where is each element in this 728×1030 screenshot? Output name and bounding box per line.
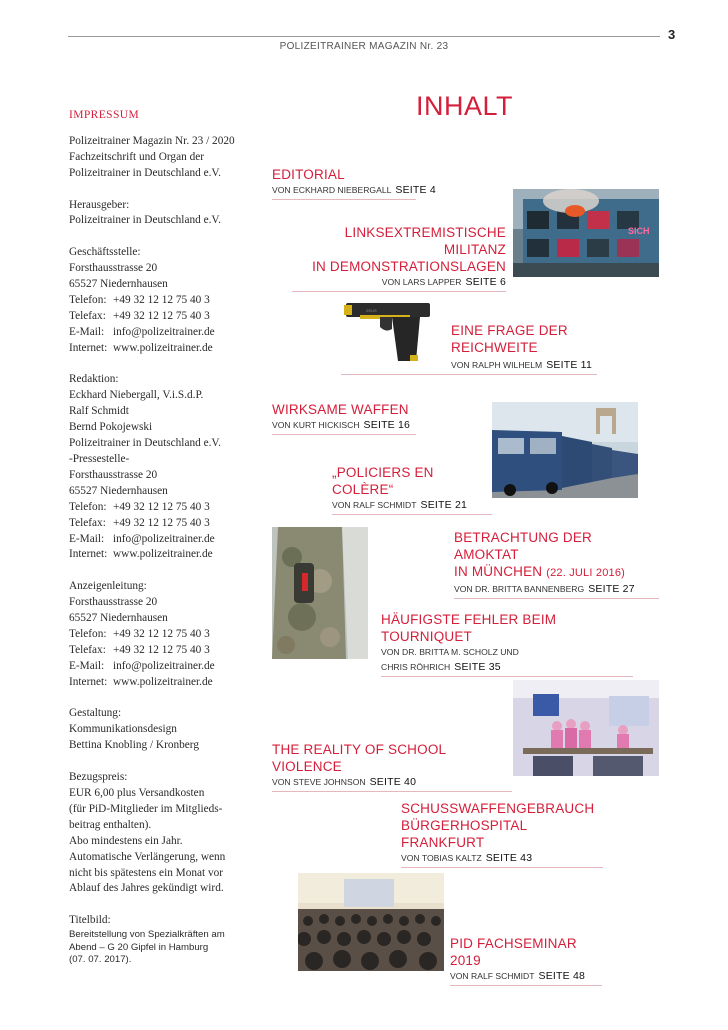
design-line: Gestaltung: (69, 707, 122, 720)
editorial-line: Bernd Pokojewski (69, 421, 153, 434)
office-line: Forsthausstrasse 20 (69, 262, 158, 275)
svg-text:SICH: SICH (628, 226, 650, 236)
price-line: nicht bis spätestens ein Monat vor (69, 866, 224, 879)
editorial-line: Redaktion: (69, 373, 119, 386)
office-line: Geschäftsstelle: (69, 246, 141, 259)
magazine-header: POLIZEITRAINER MAGAZIN Nr. 23 (279, 41, 449, 52)
toc-entry-rule (292, 291, 506, 292)
design-line: Kommunikationsdesign (69, 723, 177, 736)
price-line: beitrag enthalten). (69, 818, 152, 831)
editorial-web (69, 547, 259, 563)
office-line: 65527 Niedernhausen (69, 278, 168, 291)
price-line: Abo mindestens ein Jahr. (69, 834, 183, 847)
toc-entry-title: THE REALITY OF SCHOOL VIOLENCE (272, 742, 446, 774)
phone-label: Telefon: (69, 500, 107, 513)
toc-entry-author (401, 852, 603, 864)
page-ref: SEITE 48 (538, 970, 586, 982)
price-line: EUR 6,00 plus Versandkosten (69, 786, 205, 799)
fax-value: +49 32 12 12 75 40 3 (113, 309, 210, 322)
editorial-line: Polizeitrainer in Deutschland e.V. (69, 437, 221, 450)
toc-entry-title: WIRKSAME WAFFEN (272, 402, 409, 417)
phone-value: +49 32 12 12 75 40 3 (113, 293, 210, 306)
page-ref: SEITE 40 (369, 776, 417, 788)
toc-entry-policiers[interactable] (332, 464, 492, 515)
toc-entry-amoktat[interactable] (454, 529, 659, 599)
impressum-publication (69, 134, 259, 182)
editorial-line: -Pressestelle- (69, 452, 130, 465)
editorial-fax (69, 516, 259, 532)
police-vans-photo (492, 402, 638, 498)
page-ref: SEITE 35 (454, 661, 501, 673)
email-label: E-Mail: (69, 532, 105, 545)
toc-entry-fachseminar[interactable] (450, 935, 602, 986)
toc-entry-title: HÄUFIGSTE FEHLER BEIM TOURNIQUET (381, 612, 557, 644)
toc-entry-rule (454, 598, 659, 599)
author-name: VON TOBIAS KALTZ (401, 853, 482, 863)
toc-entry-rule (272, 199, 416, 200)
page-ref: SEITE 6 (465, 276, 506, 288)
toc-entry-title: REICHWEITE (451, 340, 538, 355)
ads-line: Forsthausstrasse 20 (69, 596, 158, 609)
toc-entry-author (450, 970, 602, 982)
price-line: Bezugspreis: (69, 771, 128, 784)
price-line: Automatische Verlängerung, wenn (69, 850, 226, 863)
school-photo (513, 680, 659, 776)
svg-text:ZEUS: ZEUS (366, 308, 377, 313)
phone-value: +49 32 12 12 75 40 3 (113, 627, 210, 640)
toc-entry-author-line1: VON DR. BRITTA M. SCHOLZ UND (381, 647, 519, 657)
toc-entry-title: SCHUSSWAFFENGEBRAUCH (401, 801, 595, 816)
fax-label: Telefax: (69, 309, 106, 322)
impressum-title: IMPRESSUM (69, 109, 140, 121)
editorial-email (69, 532, 259, 548)
toc-entry-tourniquet[interactable] (381, 611, 633, 677)
page-ref: SEITE 21 (420, 499, 468, 511)
author-name: VON RALF SCHMIDT (332, 500, 417, 510)
ads-phone (69, 627, 259, 643)
editorial-line: Forsthausstrasse 20 (69, 468, 158, 481)
page-number: 3 (668, 27, 676, 42)
cover-line: Abend – G 20 Gipfel in Hamburg (69, 941, 209, 953)
page-ref: SEITE 16 (363, 419, 411, 431)
toc-entry-title-part: IN MÜNCHEN (454, 564, 543, 579)
phone-value: +49 32 12 12 75 40 3 (113, 500, 210, 513)
impressum-ads (69, 579, 259, 690)
impressum-editorial (69, 372, 259, 563)
price-line: (für PiD-Mitglieder im Mitglieds- (69, 802, 223, 815)
author-name: VON DR. BRITTA BANNENBERG (454, 584, 585, 594)
web-label: Internet: (69, 675, 108, 688)
email-label: E-Mail: (69, 325, 105, 338)
fax-value: +49 32 12 12 75 40 3 (113, 516, 210, 529)
toc-entry-title: IN DEMONSTRATIONSLAGEN (312, 259, 506, 274)
page-ref: SEITE 43 (485, 852, 533, 864)
toc-entry-rule (401, 867, 603, 868)
office-web (69, 341, 259, 357)
toc-entry-author (272, 184, 436, 196)
cover-line: Bereitstellung von Spezialkräften am (69, 929, 225, 941)
editorial-line: Eckhard Niebergall, V.i.S.d.P. (69, 389, 204, 402)
toc-entry-author (454, 583, 659, 595)
author-name: VON ECKHARD NIEBERGALL (272, 185, 392, 195)
impressum-office (69, 245, 259, 356)
toc-entry-title-date: (22. JULI 2016) (546, 567, 626, 579)
publisher-line: Polizeitrainer in Deutschland e.V. (69, 214, 221, 227)
seminar-photo (298, 873, 444, 971)
impressum-design (69, 706, 259, 754)
editorial-line: Ralf Schmidt (69, 405, 129, 418)
web-value: www.polizeitrainer.de (113, 548, 213, 561)
toc-entry-title-line2 (454, 563, 659, 582)
impressum-publisher (69, 198, 259, 230)
toc-entry-title: LINKSEXTREMISTISCHE MILITANZ (344, 225, 506, 257)
toc-entry-author (381, 661, 633, 673)
toc-entry-author (272, 419, 416, 431)
web-value: www.polizeitrainer.de (113, 675, 213, 688)
email-value: info@polizeitrainer.de (113, 659, 215, 672)
author-name: VON KURT HICKISCH (272, 420, 360, 430)
toc-entry-author (292, 276, 506, 288)
toc-entry-wirksame-waffen[interactable] (272, 401, 416, 435)
toc-entry-author (451, 359, 597, 371)
email-value: info@polizeitrainer.de (113, 325, 215, 338)
toc-entry-school-violence[interactable] (272, 741, 512, 792)
toc-entry-title: „POLICIERS EN COLÈRE“ (332, 465, 434, 497)
toc-entry-schusswaffengebrauch[interactable] (401, 800, 603, 868)
email-value: info@polizeitrainer.de (113, 532, 215, 545)
toc-entry-title: BETRACHTUNG DER AMOKTAT (454, 530, 593, 562)
ads-web (69, 675, 259, 691)
web-label: Internet: (69, 341, 108, 354)
ads-email (69, 659, 259, 675)
author-name: VON RALF SCHMIDT (450, 971, 535, 981)
page-ref: SEITE 11 (546, 359, 592, 371)
office-phone (69, 293, 259, 309)
toc-entry-title: EINE FRAGE DER (451, 323, 568, 338)
email-label: E-Mail: (69, 659, 105, 672)
toc-entry-editorial[interactable] (272, 166, 436, 200)
editorial-line: 65527 Niedernhausen (69, 484, 168, 497)
toc-entry-linksextremismus[interactable] (292, 224, 506, 292)
toc-entry-rule (381, 676, 633, 677)
fax-value: +49 32 12 12 75 40 3 (113, 643, 210, 656)
toc-entry-title: EDITORIAL (272, 167, 345, 182)
tourniquet-photo (272, 527, 368, 659)
impressum-cover (69, 913, 259, 966)
cover-line: (07. 07. 2017). (69, 953, 132, 965)
toc-entry-rule (272, 791, 512, 792)
header-rule (68, 36, 660, 37)
toc-entry-rule (272, 434, 416, 435)
fax-label: Telefax: (69, 516, 106, 529)
toc-entry-title: PID FACHSEMINAR 2019 (450, 936, 577, 968)
web-label: Internet: (69, 548, 108, 561)
author-name: VON LARS LAPPER (381, 277, 462, 287)
impressum (69, 108, 259, 966)
office-fax (69, 309, 259, 325)
fax-label: Telefax: (69, 643, 106, 656)
price-line: Ablauf des Jahres gekündigt wird. (69, 882, 224, 895)
cover-label: Titelbild: (69, 914, 111, 927)
toc-entry-author (332, 499, 492, 511)
publication-line: Polizeitrainer Magazin Nr. 23 / 2020 (69, 134, 235, 147)
toc-entry-rule (332, 514, 492, 515)
phone-label: Telefon: (69, 293, 107, 306)
design-line: Bettina Knobling / Kronberg (69, 739, 200, 752)
publication-line: Polizeitrainer in Deutschland e.V. (69, 166, 221, 179)
author-name: VON STEVE JOHNSON (272, 777, 366, 787)
publisher-line: Herausgeber: (69, 198, 130, 211)
editorial-phone (69, 500, 259, 516)
author-name: VON RALPH WILHELM (451, 360, 543, 370)
author-name: CHRIS RÖHRICH (381, 662, 451, 672)
toc-entry-title: BÜRGERHOSPITAL FRANKFURT (401, 818, 527, 850)
ads-line: 65527 Niedernhausen (69, 612, 168, 625)
office-email (69, 325, 259, 341)
page-ref: SEITE 4 (395, 184, 436, 196)
toc-entry-author (272, 776, 512, 788)
publication-line: Fachzeitschrift und Organ der (69, 150, 204, 163)
ads-fax (69, 643, 259, 659)
page-ref: SEITE 27 (588, 583, 635, 595)
riot-photo (513, 189, 659, 277)
impressum-price (69, 770, 259, 897)
toc-entry-rule (450, 985, 602, 986)
toc-entry-rule (341, 374, 597, 375)
phone-label: Telefon: (69, 627, 107, 640)
web-value: www.polizeitrainer.de (113, 341, 213, 354)
ads-line: Anzeigenleitung: (69, 580, 147, 593)
toc-entry-reichweite[interactable] (341, 322, 597, 375)
toc-title: INHALT (416, 91, 514, 121)
